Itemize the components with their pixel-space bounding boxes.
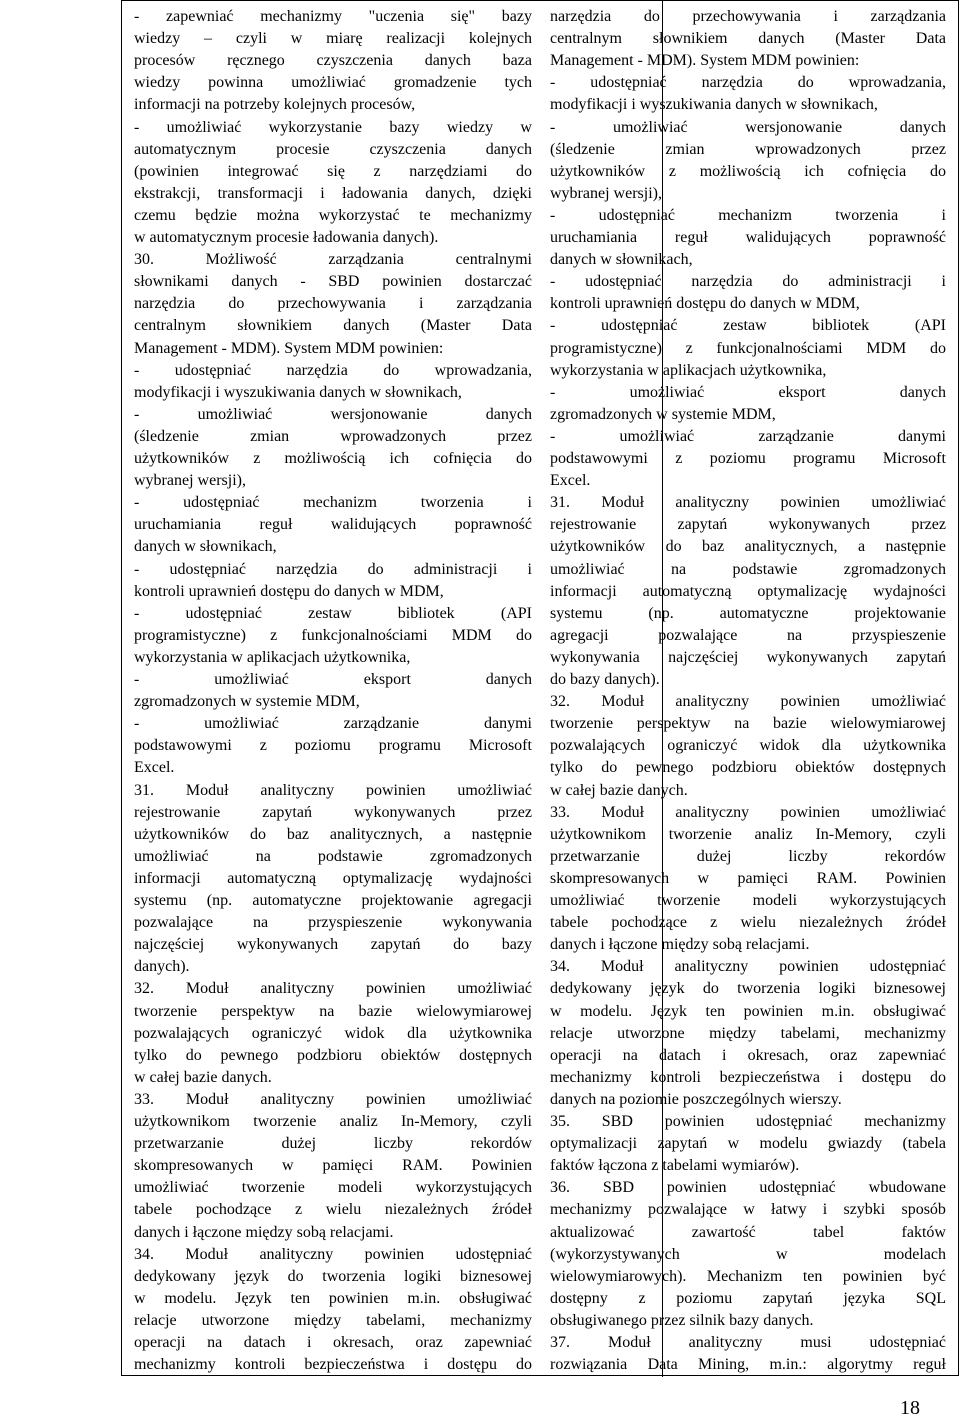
text-line: umożliwiać na podstawie zgromadzonych <box>550 560 946 578</box>
text-line: użytkowników do baz analitycznych, a następnie <box>550 538 946 556</box>
text-line: tworzenie perspektyw na bazie wielowymiarowej <box>550 715 946 733</box>
text-line: słownikami danych - SBD powinien dostarczać <box>134 273 532 291</box>
text-line: centralnym słownikiem danych (Master Data <box>134 317 532 335</box>
text-line: danych i łączone między sobą relacjami. <box>134 1223 394 1241</box>
text-line: wiedzy – czyli w miarę realizacji kolejnych <box>134 30 532 48</box>
text-line: 33. Moduł analityczny powinien umożliwiać <box>550 803 946 821</box>
text-line: aktualizować zawartość tabel faktów <box>550 1223 946 1241</box>
text-line: mechanizmy pozwalające w łatwy i szybki sposób <box>550 1201 946 1219</box>
text-line: systemu (np. automatyczne projektowanie agregacji <box>134 892 532 909</box>
text-line: umożliwiać tworzenie modeli wykorzystujących <box>550 892 946 909</box>
text-line: 37. Moduł analityczny musi udostępniać <box>550 1334 946 1351</box>
text-line: 30. Możliwość zarządzania centralnymi <box>134 251 532 269</box>
text-line: - umożliwiać zarządzanie danymi <box>134 715 532 733</box>
text-line: rejestrowanie zapytań wykonywanych przez <box>134 803 532 821</box>
text-line: procesów ręcznego czyszczenia danych baza <box>134 52 532 70</box>
text-line: użytkowników z możliwością ich cofnięcia do <box>550 162 946 180</box>
text-line: danych na poziomie poszczególnych wierszy. <box>550 1090 842 1108</box>
text-line: zgromadzonych w systemie MDM, <box>550 405 776 423</box>
text-line: wielowymiarowych). Mechanizm ten powinien być <box>550 1267 946 1285</box>
text-line: - umożliwiać eksport danych <box>550 383 946 401</box>
text-line: Management - MDM). System MDM powinien: <box>134 339 444 357</box>
text-line: narzędzia do przechowywania i zarządzania <box>550 8 946 25</box>
text-line: przetwarzanie dużej liczby rekordów <box>550 847 946 865</box>
text-line: (śledzenie zmian wprowadzonych przez <box>134 427 532 445</box>
text-line: informacji automatyczną optymalizację wydajności <box>550 582 946 600</box>
text-line: - umożliwiać wersjonowanie danych <box>550 118 946 136</box>
text-line: 34. Moduł analityczny powinien udostępniać <box>134 1245 532 1263</box>
text-line: tylko do pewnego podzbioru obiektów dostępnych <box>134 1046 532 1064</box>
text-line: - umożliwiać eksport danych <box>134 671 532 688</box>
text-line: wykorzystania w aplikacjach użytkownika, <box>134 648 411 666</box>
text-line: 36. SBD powinien udostępniać wbudowane <box>550 1179 946 1197</box>
text-line: wykorzystania w aplikacjach użytkownika, <box>550 361 827 379</box>
text-line: danych). <box>134 958 190 976</box>
text-line: 33. Moduł analityczny powinien umożliwiać <box>134 1090 532 1108</box>
text-line: użytkowników do baz analitycznych, a następnie <box>134 825 532 843</box>
text-line: dedykowany język do tworzenia logiki biznesowej <box>134 1267 532 1285</box>
text-line: ekstrakcji, transformacji i ładowania danych, dzięki <box>134 184 532 202</box>
text-line: - udostępniać zestaw bibliotek (API <box>550 317 946 335</box>
text-line: tworzenie perspektyw na bazie wielowymiarowej <box>134 1002 532 1020</box>
text-line: (powinien integrować się z narzędziami do <box>134 162 532 180</box>
text-line: agregacji pozwalające na przyspieszenie <box>550 626 946 644</box>
text-line: systemu (np. automatyczne projektowanie <box>550 604 946 622</box>
text-line: mechanizmy kontroli bezpieczeństwa i dostępu do <box>134 1356 532 1374</box>
text-line: programistyczne) z funkcjonalnościami MDM do <box>550 339 946 357</box>
text-line: - udostępniać mechanizm tworzenia i <box>550 206 946 224</box>
text-line: modyfikacji i wyszukiwania danych w słownikach, <box>550 96 878 114</box>
text-line: Excel. <box>134 759 175 777</box>
text-line: kontroli uprawnień dostępu do danych w MDM, <box>550 295 860 313</box>
text-line: czemu będzie można wykorzystać te mechanizmy <box>134 206 532 224</box>
text-line: - zapewniać mechanizmy "uczenia się" bazy <box>134 8 532 25</box>
text-line: optymalizacji zapytań w modelu gwiazdy (tabela <box>550 1135 946 1153</box>
text-line: narzędzia do przechowywania i zarządzania <box>134 295 532 313</box>
text-line: operacji na datach i okresach, oraz zapewniać <box>550 1046 946 1064</box>
text-line: (wykorzystywanych w modelach <box>550 1245 946 1263</box>
text-line: 31. Moduł analityczny powinien umożliwiać <box>550 494 946 512</box>
text-line: uruchamiania reguł walidujących poprawność <box>134 516 532 534</box>
text-line: kontroli uprawnień dostępu do danych w MDM, <box>134 582 444 600</box>
text-line: 31. Moduł analityczny powinien umożliwiać <box>134 781 532 799</box>
text-line: do bazy danych). <box>550 671 660 688</box>
text-line: (śledzenie zmian wprowadzonych przez <box>550 140 946 158</box>
text-line: tabele pochodzące z wielu niezależnych źródeł <box>550 914 946 932</box>
text-line: podstawowymi z poziomu programu Microsoft <box>550 450 946 467</box>
text-line: Excel. <box>550 472 591 490</box>
text-line: - udostępniać narzędzia do administracji i <box>134 560 532 578</box>
text-line: w całej bazie danych. <box>550 781 688 799</box>
text-line: tabele pochodzące z wielu niezależnych źródeł <box>134 1201 532 1219</box>
text-line: Management - MDM). System MDM powinien: <box>550 52 860 70</box>
text-line: wiedzy powinna umożliwiać gromadzenie tych <box>134 74 532 92</box>
text-line: 32. Moduł analityczny powinien umożliwiać <box>550 693 946 711</box>
text-line: faktów łączona z tabelami wymiarów). <box>550 1157 800 1175</box>
page-number: 18 <box>900 1397 920 1419</box>
text-line: umożliwiać tworzenie modeli wykorzystujących <box>134 1179 532 1197</box>
text-line: - udostępniać narzędzia do wprowadzania, <box>134 361 532 379</box>
text-line: umożliwiać na podstawie zgromadzonych <box>134 847 532 865</box>
text-line: danych i łączone między sobą relacjami. <box>550 936 810 954</box>
text-line: danych w słownikach, <box>550 251 693 269</box>
text-line: w automatycznym procesie ładowania danych). <box>134 229 439 246</box>
text-line: 32. Moduł analityczny powinien umożliwiać <box>134 980 532 998</box>
text-line: wybranej wersji), <box>550 184 662 202</box>
text-line: zgromadzonych w systemie MDM, <box>134 693 360 711</box>
text-line: najczęściej wykonywanych zapytań do bazy <box>134 936 532 954</box>
text-line: pozwalających ograniczyć widok dla użytkownika <box>134 1024 532 1042</box>
text-line: podstawowymi z poziomu programu Microsoft <box>134 737 532 755</box>
text-line: programistyczne) z funkcjonalnościami MDM do <box>134 626 532 644</box>
text-line: użytkowników z możliwością ich cofnięcia do <box>134 450 532 467</box>
text-line: - udostępniać mechanizm tworzenia i <box>134 494 532 512</box>
text-line: w modelu. Język ten powinien m.in. obsługiwać <box>134 1289 532 1307</box>
text-line: danych w słownikach, <box>134 538 277 556</box>
text-line: użytkownikom tworzenie analiz In-Memory, czyli <box>550 825 946 843</box>
text-line: centralnym słownikiem danych (Master Data <box>550 30 946 48</box>
text-line: automatycznym procesie czyszczenia danych <box>134 140 532 158</box>
text-line: w modelu. Język ten powinien m.in. obsługiwać <box>550 1002 946 1020</box>
text-line: - umożliwiać wykorzystanie bazy wiedzy w <box>134 118 532 136</box>
text-line: - udostępniać zestaw bibliotek (API <box>134 604 532 622</box>
text-line: - umożliwiać zarządzanie danymi <box>550 427 946 445</box>
text-line: obsługiwanego przez silnik bazy danych. <box>550 1311 814 1329</box>
text-line: dostępny z poziomu zapytań języka SQL <box>550 1289 946 1307</box>
text-line: w całej bazie danych. <box>134 1068 272 1086</box>
text-line: mechanizmy kontroli bezpieczeństwa i dostępu do <box>550 1068 946 1086</box>
text-line: tylko do pewnego podzbioru obiektów dostępnych <box>550 759 946 777</box>
text-line: relacje utworzone między tabelami, mechanizmy <box>550 1024 946 1042</box>
text-line: wykonywania najczęściej wykonywanych zapytań <box>550 648 946 666</box>
text-line: wybranej wersji), <box>134 472 246 490</box>
text-line: użytkownikom tworzenie analiz In-Memory, czyli <box>134 1113 532 1130</box>
text-line: relacje utworzone między tabelami, mechanizmy <box>134 1311 532 1329</box>
text-line: skompresowanych w pamięci RAM. Powinien <box>550 869 946 887</box>
text-line: - udostępniać narzędzia do wprowadzania, <box>550 74 946 92</box>
text-line: - udostępniać narzędzia do administracji i <box>550 273 946 291</box>
text-line: operacji na datach i okresach, oraz zapewniać <box>134 1334 532 1351</box>
text-line: 35. SBD powinien udostępniać mechanizmy <box>550 1113 946 1130</box>
text-line: informacji automatyczną optymalizację wydajności <box>134 869 532 887</box>
text-line: skompresowanych w pamięci RAM. Powinien <box>134 1157 532 1175</box>
text-line: modyfikacji i wyszukiwania danych w słownikach, <box>134 383 462 401</box>
text-line: 34. Moduł analityczny powinien udostępniać <box>550 958 946 976</box>
text-line: uruchamiania reguł walidujących poprawność <box>550 229 946 246</box>
text-line: rozwiązania Data Mining, m.in.: algorytmy reguł <box>550 1356 946 1374</box>
text-line: - umożliwiać wersjonowanie danych <box>134 405 532 423</box>
text-line: rejestrowanie zapytań wykonywanych przez <box>550 516 946 534</box>
text-line: pozwalających ograniczyć widok dla użytkownika <box>550 737 946 755</box>
text-line: pozwalające na przyspieszenie wykonywania <box>134 914 532 932</box>
text-line: informacji na potrzeby kolejnych procesów, <box>134 96 416 114</box>
text-line: przetwarzanie dużej liczby rekordów <box>134 1135 532 1153</box>
text-line: dedykowany język do tworzenia logiki biznesowej <box>550 980 946 998</box>
